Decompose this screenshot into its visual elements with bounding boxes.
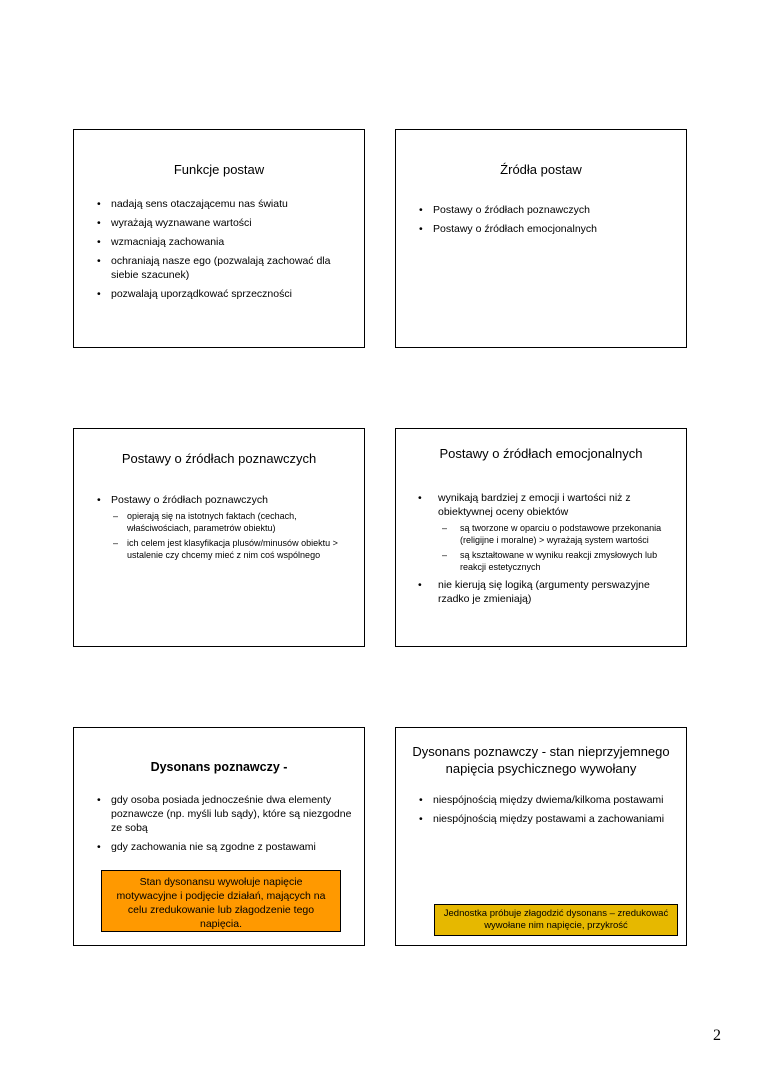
slide-dysonans-poznawczy bbox=[73, 727, 365, 946]
sub-list-item: – ich celem jest klasyfikacja plusów/minusów obiektu > ustalenie czy chcemy mieć z nim coś wspólnego bbox=[111, 537, 352, 561]
list-item: • nie kierują się logiką (argumenty perswazyjne rzadko je zmieniają) bbox=[416, 578, 678, 606]
bullet-list bbox=[416, 491, 678, 611]
slide-title: Funkcje postaw bbox=[173, 162, 265, 177]
sub-bullet-list bbox=[111, 510, 352, 561]
sub-bullet-list bbox=[438, 522, 678, 573]
sub-list-item: – są kształtowane w wyniku reakcji zmysłowych lub reakcji estetycznych bbox=[438, 549, 678, 573]
list-item: • Postawy o źródłach poznawczych bbox=[419, 203, 669, 217]
slide-title: Źródła postaw bbox=[500, 162, 582, 177]
bullet-list bbox=[97, 493, 352, 566]
highlight-note: Jednostka próbuje złagodzić dysonans – zredukować wywołane nim napięcie, przykrość bbox=[434, 904, 678, 936]
slide-postawy-emocjonalne bbox=[395, 428, 687, 647]
page-number: 2 bbox=[713, 1027, 721, 1044]
list-item: • gdy zachowania nie są zgodne z postawami bbox=[97, 840, 352, 854]
slide-postawy-poznawcze bbox=[73, 428, 365, 647]
bullet-list bbox=[419, 203, 669, 241]
list-item: • Postawy o źródłach emocjonalnych bbox=[419, 222, 669, 236]
sub-list-item: – opierają się na istotnych faktach (cechach, właściwościach, parametrów obiektu) bbox=[111, 510, 352, 534]
sub-list-item: – są tworzone w oparciu o podstawowe przekonania (religijne i moralne) > wyrażają system wartości bbox=[438, 522, 678, 546]
list-item: • ochraniają nasze ego (pozwalają zachować dla siebie szacunek) bbox=[97, 254, 347, 282]
list-item: • pozwalają uporządkować sprzeczności bbox=[97, 287, 347, 301]
slide-funkcje-postaw bbox=[73, 129, 365, 348]
list-item-text: wynikają bardziej z emocji i wartości niż z obiektywnej oceny obiektów bbox=[438, 492, 631, 518]
list-item: • niespójnością między dwiema/kilkoma postawami bbox=[419, 793, 669, 807]
list-item: • gdy osoba posiada jednocześnie dwa elementy poznawcze (np. myśli lub sądy), które są niezgodne ze sobą bbox=[97, 793, 352, 835]
bullet-list bbox=[419, 793, 669, 831]
highlight-note: Stan dysonansu wywołuje napięcie motywacyjne i podjęcie działań, mających na celu zredukowanie lub złagodzenie tego napięcia. bbox=[101, 870, 341, 932]
bullet-list bbox=[97, 197, 347, 306]
slide-title: Postawy o źródłach emocjonalnych bbox=[439, 446, 643, 461]
list-item: • wyrażają wyznawane wartości bbox=[97, 216, 347, 230]
list-item: • wzmacniają zachowania bbox=[97, 235, 347, 249]
slide-zrodla-postaw bbox=[395, 129, 687, 348]
list-item: • nadają sens otaczającemu nas światu bbox=[97, 197, 347, 211]
list-item bbox=[97, 493, 352, 561]
list-item: • niespójnością między postawami a zachowaniami bbox=[419, 812, 669, 826]
slide-dysonans-stan bbox=[395, 727, 687, 946]
list-item-text: Postawy o źródłach poznawczych bbox=[111, 494, 268, 506]
list-item bbox=[416, 491, 678, 573]
slide-title: Dysonans poznawczy - stan nieprzyjemnego napięcia psychicznego wywołany bbox=[412, 744, 670, 776]
slide-title: Dysonans poznawczy - bbox=[150, 760, 288, 774]
slide-title: Postawy o źródłach poznawczych bbox=[121, 451, 317, 466]
bullet-list bbox=[97, 793, 352, 859]
